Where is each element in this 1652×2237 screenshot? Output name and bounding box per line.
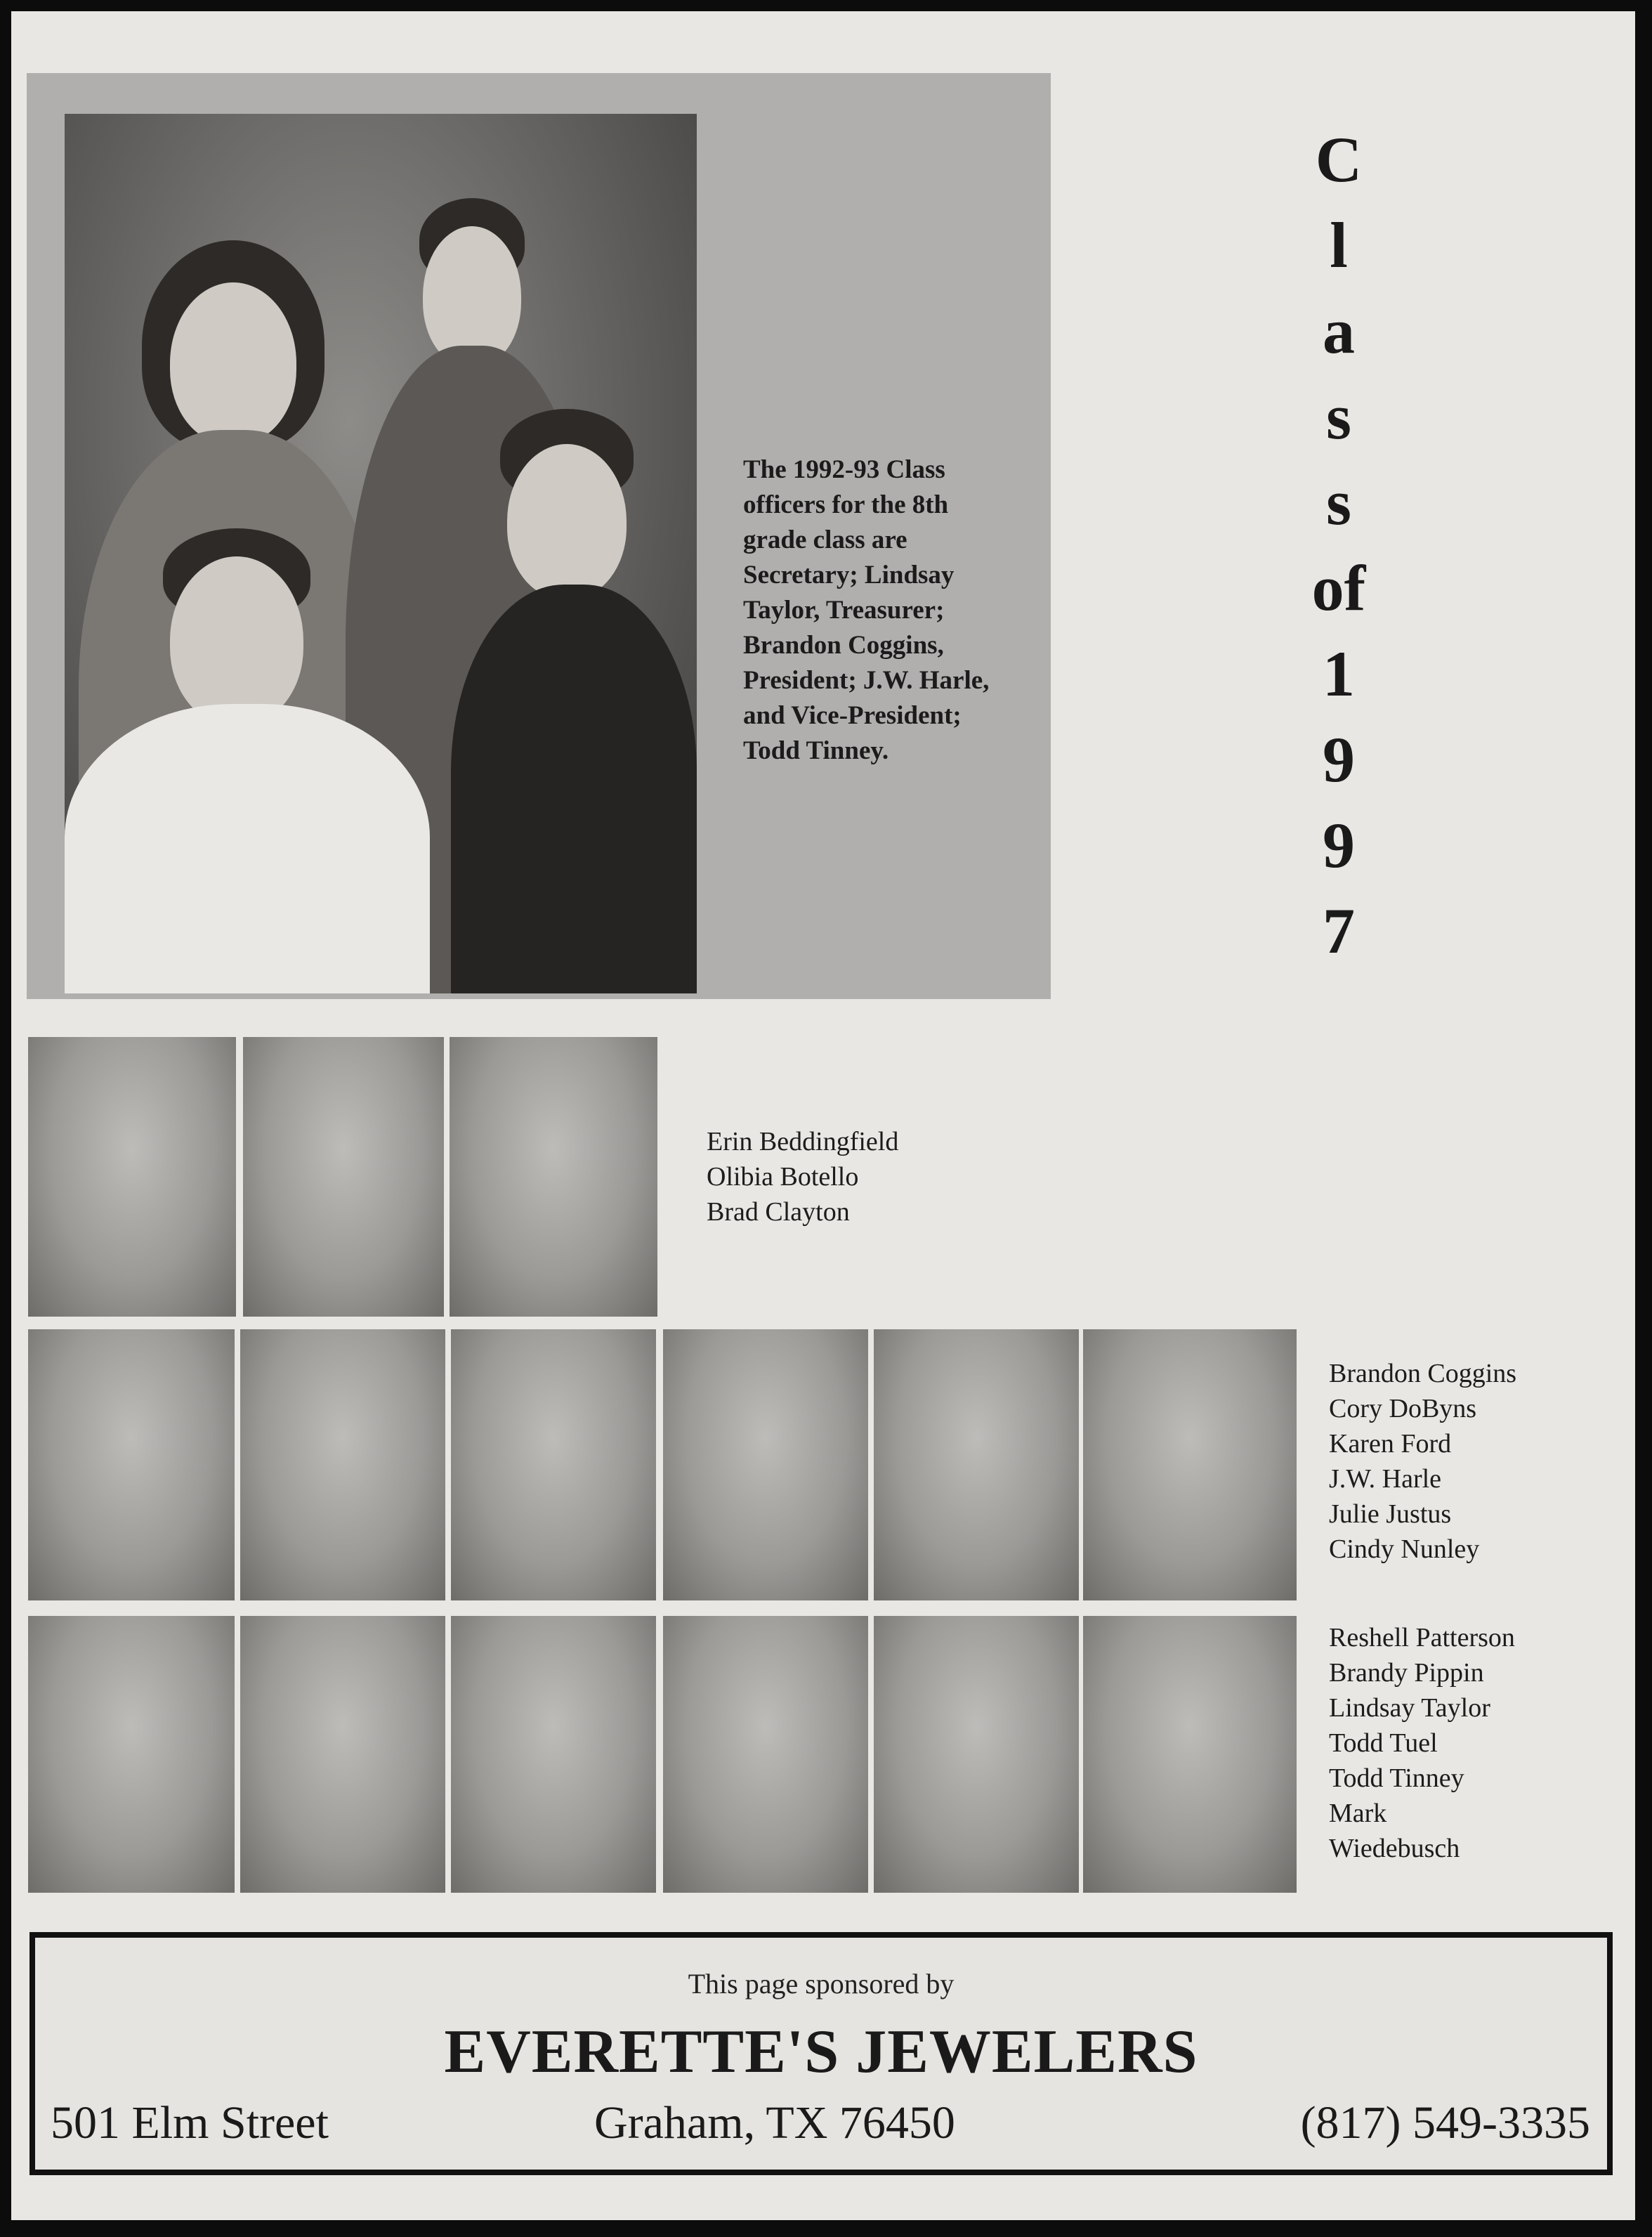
officer-panel bbox=[27, 73, 1051, 999]
title-letter: s bbox=[1326, 467, 1351, 538]
yearbook-page bbox=[11, 11, 1635, 2220]
caption-line: President; J.W. Harle, bbox=[743, 666, 990, 695]
student-portrait bbox=[240, 1616, 445, 1893]
class-of-1997-title bbox=[1276, 117, 1402, 974]
sponsor-intro: This page sponsored by bbox=[688, 1968, 955, 2000]
student-portrait bbox=[450, 1037, 657, 1317]
caption-line: and Vice-President; bbox=[743, 701, 962, 730]
sponsor-street: 501 Elm Street bbox=[51, 2097, 329, 2148]
caption-line: grade class are bbox=[743, 526, 907, 554]
officer-caption bbox=[743, 452, 1052, 769]
name-list-row-3 bbox=[1329, 1620, 1515, 1866]
name-list-row-2 bbox=[1329, 1356, 1516, 1567]
student-name: Julie Justus bbox=[1329, 1499, 1452, 1529]
caption-line: The 1992-93 Class bbox=[743, 455, 945, 484]
class-officers-photo bbox=[65, 114, 697, 993]
student-name: Todd Tuel bbox=[1329, 1728, 1438, 1758]
title-letter: 9 bbox=[1323, 724, 1355, 795]
student-portrait bbox=[243, 1037, 444, 1317]
student-portrait bbox=[451, 1616, 656, 1893]
caption-line: Brandon Coggins, bbox=[743, 631, 944, 660]
title-letter: 9 bbox=[1323, 809, 1355, 881]
student-name: Cindy Nunley bbox=[1329, 1534, 1480, 1564]
student-portrait bbox=[663, 1329, 868, 1600]
student-name: Karen Ford bbox=[1329, 1429, 1452, 1459]
student-portrait bbox=[240, 1329, 445, 1600]
student-name: Wiedebusch bbox=[1329, 1834, 1460, 1863]
student-name: Cory DoByns bbox=[1329, 1394, 1477, 1423]
student-name: Erin Beddingfield bbox=[707, 1127, 899, 1156]
student-name: Brandy Pippin bbox=[1329, 1658, 1484, 1688]
caption-line: Secretary; Lindsay bbox=[743, 561, 955, 589]
student-name: Todd Tinney bbox=[1329, 1763, 1464, 1793]
student-portrait bbox=[28, 1329, 235, 1600]
title-letter: 1 bbox=[1323, 638, 1355, 710]
title-letter: C bbox=[1315, 124, 1363, 195]
student-portrait bbox=[28, 1037, 236, 1317]
sponsor-box bbox=[29, 1932, 1613, 2175]
title-letter: l bbox=[1330, 209, 1348, 281]
student-portrait bbox=[1083, 1329, 1297, 1600]
caption-line: Taylor, Treasurer; bbox=[743, 596, 945, 625]
caption-line: Todd Tinney. bbox=[743, 736, 889, 765]
sponsor-city: Graham, TX 76450 bbox=[594, 2097, 955, 2148]
student-portrait bbox=[28, 1616, 235, 1893]
student-name: Brad Clayton bbox=[707, 1197, 850, 1227]
name-list-row-1 bbox=[707, 1124, 898, 1230]
caption-line: officers for the 8th bbox=[743, 490, 949, 519]
student-name: Olibia Botello bbox=[707, 1162, 859, 1192]
title-letter: s bbox=[1326, 381, 1351, 452]
student-name: Reshell Patterson bbox=[1329, 1623, 1515, 1652]
student-name: Brandon Coggins bbox=[1329, 1359, 1517, 1388]
sponsor-name: EVERETTE'S JEWELERS bbox=[444, 2018, 1198, 2086]
student-portrait bbox=[1083, 1616, 1297, 1893]
sponsor-phone: (817) 549-3335 bbox=[1300, 2097, 1590, 2148]
student-portrait bbox=[874, 1329, 1079, 1600]
title-letter: a bbox=[1323, 295, 1355, 367]
student-name: J.W. Harle bbox=[1329, 1464, 1442, 1494]
student-portrait bbox=[663, 1616, 868, 1893]
student-name: Mark bbox=[1329, 1799, 1387, 1828]
student-portrait bbox=[874, 1616, 1079, 1893]
student-portrait bbox=[451, 1329, 656, 1600]
title-letter: 7 bbox=[1323, 895, 1355, 967]
student-name: Lindsay Taylor bbox=[1329, 1693, 1490, 1723]
title-letter: of bbox=[1311, 552, 1366, 624]
